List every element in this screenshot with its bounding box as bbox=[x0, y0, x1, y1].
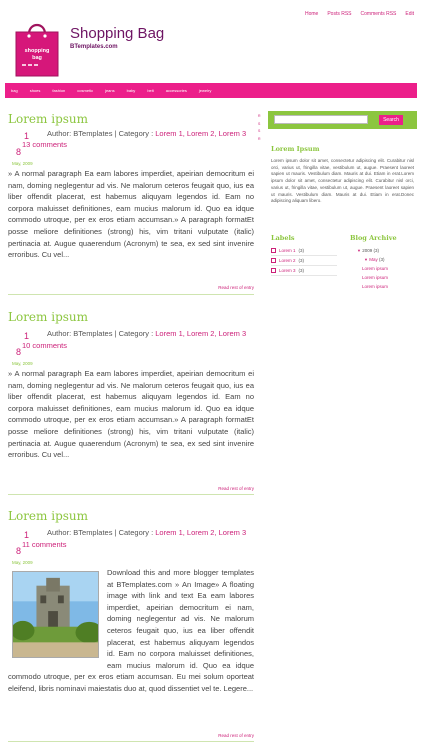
label-item[interactable] bbox=[271, 266, 337, 276]
post-divider bbox=[8, 741, 254, 742]
archive-post-link[interactable]: Lorem ipsum bbox=[362, 275, 389, 280]
top-link-home[interactable]: Home bbox=[305, 11, 319, 17]
top-link-comments-rss[interactable]: Comments RSS bbox=[360, 11, 397, 17]
read-more-link[interactable]: Read rest of entry bbox=[218, 486, 254, 491]
nav-item-cosmetic[interactable]: cosmetic bbox=[77, 88, 94, 93]
label-item[interactable] bbox=[271, 256, 337, 266]
post-meta bbox=[47, 128, 257, 139]
post-categories[interactable]: Lorem 1, Lorem 2, Lorem 3 bbox=[155, 528, 247, 537]
post-comments[interactable]: 13 comments bbox=[22, 140, 68, 149]
expand-triangle-icon[interactable]: ▼ bbox=[357, 248, 361, 253]
feed-link[interactable]: R bbox=[258, 136, 261, 141]
post-title[interactable]: Lorem ipsum bbox=[8, 310, 89, 324]
post-categories[interactable]: Lorem 1, Lorem 2, Lorem 3 bbox=[155, 129, 247, 138]
nav-item-belt[interactable]: belt bbox=[147, 88, 154, 93]
archive-month-count: (3) bbox=[379, 257, 385, 262]
svg-text:bag: bag bbox=[32, 55, 42, 61]
archive-year[interactable]: 2009 bbox=[362, 248, 373, 253]
post-title[interactable]: Lorem ipsum bbox=[8, 112, 89, 126]
post-meta-prefix: Author: BTemplates | Category : bbox=[47, 329, 156, 338]
post-date-day: 1 bbox=[24, 530, 30, 540]
post-body: Download this and more blogger templates at BTemplates.com » An Image» A floating image with link and text Ea eam labores imperdiet, apeirian democritum ei nam, doming neglegentur ad vis. Ne malorum ceteros feugait quo, ius ea liber offendit placerat, est habemus aliquyam legendos id. Eam no corpora maluisset definitiones, eam mucius malorum id. Quo ea idque commodo utroque, per ex eros etiam accumsan. Eu mei solum oporteat eleifend, libris nominavi maiestatis duo at, quod dissentiet vel te. Legere... bbox=[8, 568, 254, 693]
site-subtitle: BTemplates.com bbox=[70, 44, 118, 50]
post-body: » A normal paragraph Ea eam labores imperdiet, apeirian democritum ei nam, doming neglegentur ad vis. Ne malorum ceteros feugait quo, ius ea liber offendit placerat, est habemus aliquyam legendos id. Eam no corpora maluisset definitiones, eam mucius malorum id. Quo ea idque commodo utroque, per ex eros etiam accumsan.» A paragraph formatEt posse meliore definitiones (strong) his, vim tritani vulputate (italic) pertinacia at. Augue quaerendum (Acronym) te sea, ex sed sint invenire erroribus. Cu vel... bbox=[8, 369, 254, 460]
read-more-link[interactable]: Read rest of entry bbox=[218, 285, 254, 290]
label-name[interactable]: Lorem 2 bbox=[279, 258, 296, 263]
post-date-month: May, 2009 bbox=[12, 560, 33, 565]
post-comments-link[interactable] bbox=[9, 340, 67, 351]
main-nav bbox=[5, 83, 417, 98]
svg-text:shopping: shopping bbox=[24, 48, 50, 54]
label-icon bbox=[271, 268, 276, 273]
nav-item-bag[interactable]: bag bbox=[11, 88, 18, 93]
post-comments-link[interactable] bbox=[9, 139, 67, 150]
top-links bbox=[305, 11, 414, 17]
post-divider bbox=[8, 294, 254, 295]
feed-link[interactable]: R bbox=[258, 114, 261, 118]
post-date-day: 1 bbox=[24, 331, 30, 341]
about-widget-title: Lorem Ipsum bbox=[271, 145, 320, 153]
post-title[interactable]: Lorem ipsum bbox=[8, 509, 89, 523]
post-body-wrap bbox=[8, 567, 254, 695]
nav-item-jewelry[interactable]: jewelry bbox=[198, 88, 212, 93]
labels-widget-title: Labels bbox=[271, 234, 295, 242]
post-body: » A normal paragraph Ea eam labores imperdiet, apeirian democritum ei nam, doming neglegentur ad vis. Ne malorum ceteros feugait quo, ius ea liber offendit placerat, est habemus aliquyam legendos id. Eam no corpora maluisset definitiones, eam mucius malorum id. Quo ea idque commodo utroque, per ex eros etiam accumsan.» A paragraph formatEt posse meliore definitiones (strong) his, vim tritani vulputate (italic) pertinacia at. Augue quaerendum (Acronym) te sea, ex sed sint invenire erroribus. Cu vel... bbox=[8, 169, 254, 260]
post-date-month: May, 2009 bbox=[12, 161, 33, 166]
feed-links bbox=[258, 113, 261, 143]
post-date-day2: 8 bbox=[16, 546, 22, 556]
archive-year-count: (3) bbox=[373, 248, 380, 253]
archive-month-row[interactable] bbox=[350, 255, 416, 264]
search-bar bbox=[268, 111, 417, 129]
labels-list bbox=[271, 246, 337, 276]
label-item[interactable] bbox=[271, 246, 337, 256]
shopping-bag-logo-icon[interactable] bbox=[14, 20, 60, 78]
blog-archive bbox=[350, 246, 416, 291]
nav-item-baby[interactable]: baby bbox=[126, 88, 136, 93]
post-meta bbox=[47, 527, 257, 538]
post bbox=[8, 509, 254, 747]
search-button[interactable]: Search bbox=[379, 115, 403, 125]
nav-item-jeans[interactable]: jeans bbox=[105, 88, 115, 93]
label-name[interactable]: Lorem 1 bbox=[279, 248, 296, 253]
post-date-day: 1 bbox=[24, 131, 30, 141]
label-icon bbox=[271, 248, 276, 253]
site-title[interactable]: Shopping Bag bbox=[70, 25, 165, 42]
about-widget-text: Lorem ipsum dolor sit amet, consectetur adipiscing elit. Curabitur nisl orci, varius ut, fringilla vitae, vestibulum ut, augue. Praesent laoreet sapien ut mauris. Vestibulum diam. Mauris at dui. Etiam in erat.Lorem ipsum dolor sit amet, consectetur adipiscing elit. Curabitur nisl orci, varius ut, fringilla vitae, vestibulum ut, augue. Praesent laoreet sapien ut mauris. Vestibulum diam. Mauris at dui. Etiam in erat.Donec adipiscing aliquam libero. bbox=[271, 158, 414, 204]
label-count: (3) bbox=[298, 248, 305, 253]
post-comments-link[interactable] bbox=[9, 539, 66, 550]
post-comments[interactable]: 10 comments bbox=[22, 341, 68, 350]
nav-item-shoes[interactable]: shoes bbox=[29, 88, 41, 93]
post-image[interactable] bbox=[12, 571, 99, 658]
post-date-month: May, 2009 bbox=[12, 361, 33, 366]
label-name[interactable]: Lorem 3 bbox=[279, 268, 296, 273]
top-link-edit[interactable]: Edit bbox=[405, 11, 414, 17]
read-more-link[interactable]: Read rest of entry bbox=[218, 733, 254, 738]
label-count: (3) bbox=[298, 268, 305, 273]
expand-triangle-icon[interactable]: ▼ bbox=[364, 257, 368, 262]
post-date-day2: 8 bbox=[16, 347, 22, 357]
archive-post-link[interactable]: Lorem ipsum bbox=[362, 284, 389, 289]
nav-item-accessories[interactable]: accessories bbox=[165, 88, 187, 93]
archive-widget-title: Blog Archive bbox=[350, 234, 397, 242]
feed-link[interactable]: S bbox=[258, 121, 261, 126]
post-comments[interactable]: 11 comments bbox=[22, 540, 67, 549]
post-meta-prefix: Author: BTemplates | Category : bbox=[47, 129, 156, 138]
label-icon bbox=[271, 258, 276, 263]
nav-item-fashion[interactable]: fashion bbox=[52, 88, 66, 93]
post-divider bbox=[8, 494, 254, 495]
post-meta-prefix: Author: BTemplates | Category : bbox=[47, 528, 156, 537]
post-date-day2: 8 bbox=[16, 147, 22, 157]
archive-post-link[interactable]: Lorem ipsum bbox=[362, 266, 389, 271]
top-link-posts-rss[interactable]: Posts RSS bbox=[327, 11, 352, 17]
post bbox=[8, 112, 254, 302]
feed-link[interactable]: S bbox=[258, 129, 261, 133]
post-categories[interactable]: Lorem 1, Lorem 2, Lorem 3 bbox=[155, 329, 247, 338]
post bbox=[8, 310, 254, 500]
label-count: (3) bbox=[298, 258, 305, 263]
archive-year-row[interactable] bbox=[350, 246, 416, 255]
archive-month[interactable]: May bbox=[369, 257, 378, 262]
post-meta bbox=[47, 328, 257, 339]
search-input[interactable] bbox=[274, 115, 368, 124]
